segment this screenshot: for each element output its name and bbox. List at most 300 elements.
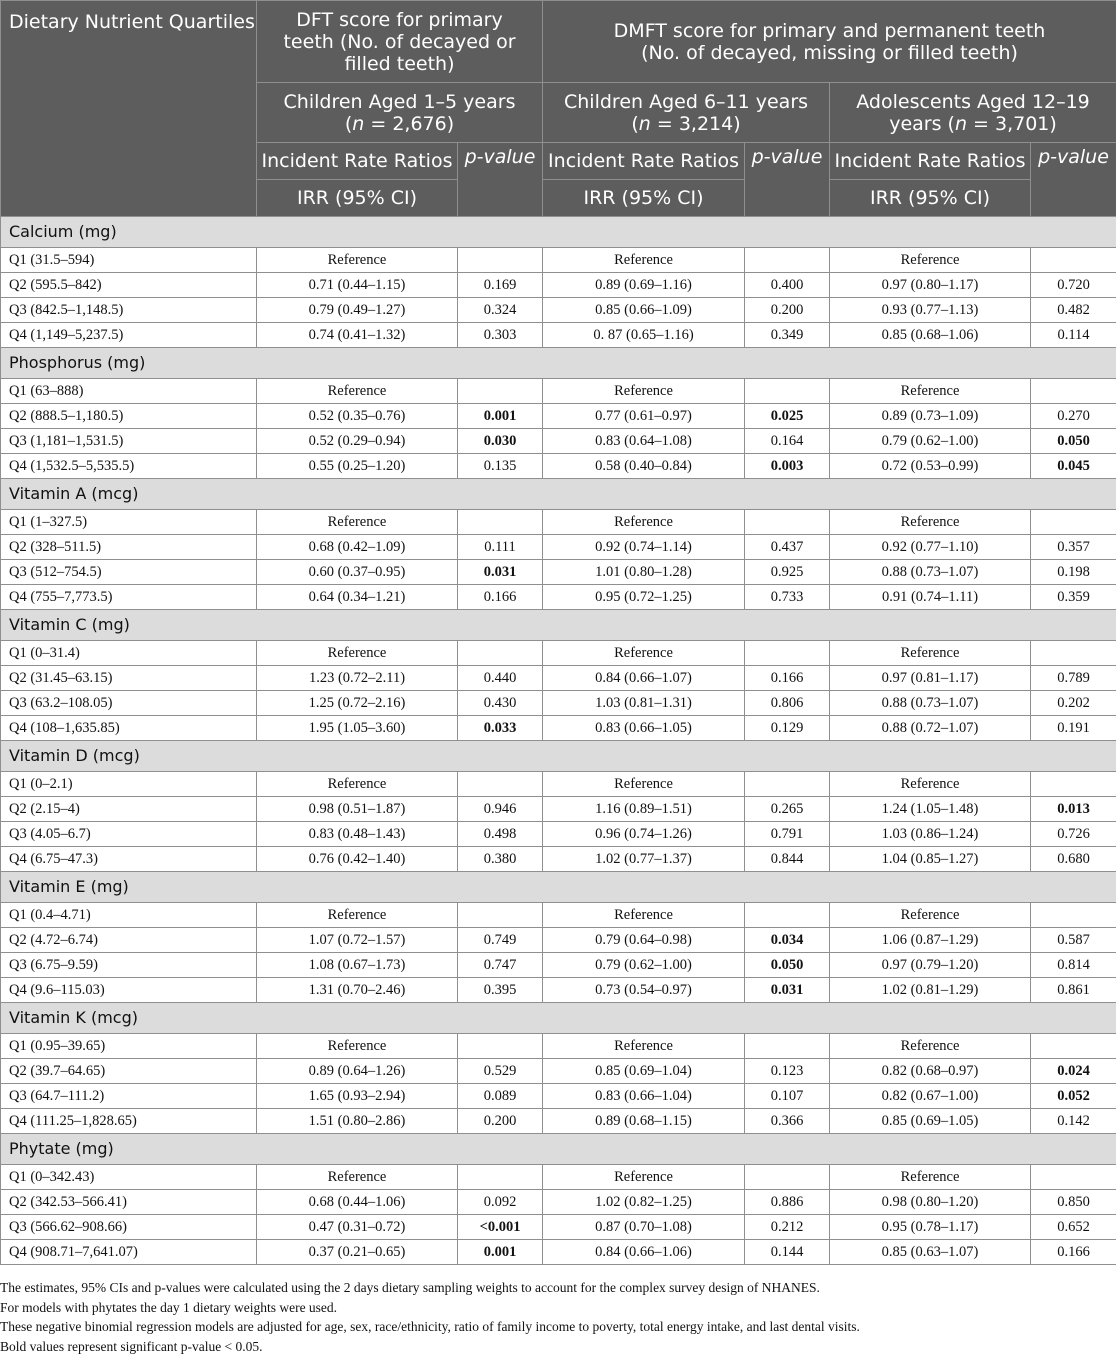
pvalue-cell [1031, 379, 1116, 404]
cohort-name: Children Aged 6–11 years [564, 91, 808, 113]
quartile-cell: Q3 (512–754.5) [1, 560, 257, 585]
irr-cell: 0.84 (0.66–1.07) [543, 666, 745, 691]
pvalue-cell: 0.440 [458, 666, 543, 691]
table-row [1, 1059, 1116, 1084]
irr-cell: 1.16 (0.89–1.51) [543, 797, 745, 822]
quartile-cell: Q1 (0.4–4.71) [1, 903, 257, 928]
pvalue-cell: 0.025 [745, 404, 830, 429]
table-row [1, 797, 1116, 822]
quartile-cell: Q2 (595.5–842) [1, 273, 257, 298]
pvalue-cell: 0.129 [745, 716, 830, 741]
section-title: Vitamin K (mcg) [1, 1003, 1116, 1034]
pvalue-cell: 0.324 [458, 298, 543, 323]
pvalue-cell: 0.034 [745, 928, 830, 953]
pvalue-cell: 0.107 [745, 1084, 830, 1109]
irr-cell: 0.85 (0.69–1.05) [830, 1109, 1031, 1134]
irr-cell: 0. 87 (0.65–1.16) [543, 323, 745, 348]
pvalue-cell: 0.925 [745, 560, 830, 585]
quartile-cell: Q4 (1,149–5,237.5) [1, 323, 257, 348]
irr-cell: Reference [830, 510, 1031, 535]
pvalue-cell: 0.031 [745, 978, 830, 1003]
pvalue-cell: 0.045 [1031, 454, 1116, 479]
irr-cell: 1.31 (0.70–2.46) [257, 978, 458, 1003]
pvalue-cell: 0.200 [458, 1109, 543, 1134]
pvalue-cell: 0.789 [1031, 666, 1116, 691]
irr-cell: Reference [257, 379, 458, 404]
pvalue-cell [745, 248, 830, 273]
footnote: Bold values represent significant p-value < 0.05. [0, 1337, 1116, 1356]
pvalue-cell [745, 510, 830, 535]
irr-cell: 0.97 (0.81–1.17) [830, 666, 1031, 691]
irr-cell: Reference [257, 1034, 458, 1059]
irr-cell: 1.23 (0.72–2.11) [257, 666, 458, 691]
irr-cell: 0.58 (0.40–0.84) [543, 454, 745, 479]
pvalue-cell [745, 1034, 830, 1059]
table-row [1, 1165, 1116, 1190]
table-row [1, 1215, 1116, 1240]
pvalue-cell [745, 641, 830, 666]
pvalue-cell: 0.050 [1031, 429, 1116, 454]
pvalue-cell [458, 379, 543, 404]
irr-cell: 0.88 (0.72–1.07) [830, 716, 1031, 741]
section-row [1, 348, 1116, 379]
table-row [1, 903, 1116, 928]
table-row [1, 691, 1116, 716]
quartile-cell: Q2 (4.72–6.74) [1, 928, 257, 953]
pvalue-cell: 0.861 [1031, 978, 1116, 1003]
quartile-cell: Q3 (1,181–1,531.5) [1, 429, 257, 454]
cohort-header-3: Adolescents Aged 12–19 years (n = 3,701) [830, 83, 1116, 143]
quartile-cell: Q1 (0–342.43) [1, 1165, 257, 1190]
pvalue-cell: 0.395 [458, 978, 543, 1003]
irr-cell: 0.79 (0.62–1.00) [830, 429, 1031, 454]
pvalue-cell: 0.123 [745, 1059, 830, 1084]
irr-cell: 1.65 (0.93–2.94) [257, 1084, 458, 1109]
pvalue-cell: 0.050 [745, 953, 830, 978]
pvalue-cell [1031, 903, 1116, 928]
table-row [1, 298, 1116, 323]
irr-cell: 1.03 (0.86–1.24) [830, 822, 1031, 847]
irr-cell: 0.83 (0.64–1.08) [543, 429, 745, 454]
table-row [1, 772, 1116, 797]
footnote: These negative binomial regression models are adjusted for age, sex, race/ethnicity, ratio of family income to poverty, total energy intake, and last dental visits. [0, 1317, 1116, 1337]
pvalue-cell: 0.169 [458, 273, 543, 298]
pvalue-cell: 0.814 [1031, 953, 1116, 978]
n-label: n [352, 113, 364, 135]
table-row [1, 379, 1116, 404]
irr-cell: 0.79 (0.64–0.98) [543, 928, 745, 953]
irr-cell: Reference [257, 248, 458, 273]
irr-cell: 0.89 (0.64–1.26) [257, 1059, 458, 1084]
quartile-cell: Q1 (0–31.4) [1, 641, 257, 666]
quartile-cell: Q4 (9.6–115.03) [1, 978, 257, 1003]
irr-cell: 0.83 (0.66–1.04) [543, 1084, 745, 1109]
irr-cell: 1.03 (0.81–1.31) [543, 691, 745, 716]
pvalue-cell: 0.003 [745, 454, 830, 479]
table-row [1, 535, 1116, 560]
quartile-cell: Q3 (64.7–111.2) [1, 1084, 257, 1109]
section-row [1, 479, 1116, 510]
irr-cell: 0.37 (0.21–0.65) [257, 1240, 458, 1265]
irr-cell: 0.60 (0.37–0.95) [257, 560, 458, 585]
pvalue-cell: 0.202 [1031, 691, 1116, 716]
table-row [1, 1084, 1116, 1109]
pvalue-cell: 0.166 [458, 585, 543, 610]
quartile-cell: Q3 (4.05–6.7) [1, 822, 257, 847]
irr-cell: 1.02 (0.77–1.37) [543, 847, 745, 872]
pvalue-cell: 0.430 [458, 691, 543, 716]
irr-cell: 0.93 (0.77–1.13) [830, 298, 1031, 323]
pvalue-cell: 0.031 [458, 560, 543, 585]
irr-cell: Reference [257, 903, 458, 928]
pvalue-cell: 0.114 [1031, 323, 1116, 348]
quartile-cell: Q1 (1–327.5) [1, 510, 257, 535]
corner-header: Dietary Nutrient Quartiles [1, 1, 257, 217]
quartile-cell: Q2 (2.15–4) [1, 797, 257, 822]
table-row [1, 1034, 1116, 1059]
quartile-cell: Q2 (328–511.5) [1, 535, 257, 560]
quartile-cell: Q1 (0.95–39.65) [1, 1034, 257, 1059]
pvalue-cell: 0.166 [1031, 1240, 1116, 1265]
pvalue-header: p-value [1031, 143, 1116, 217]
irr-cell: Reference [830, 1165, 1031, 1190]
quartile-cell: Q4 (6.75–47.3) [1, 847, 257, 872]
table-row [1, 273, 1116, 298]
pvalue-cell: 0.052 [1031, 1084, 1116, 1109]
pvalue-cell: 0.850 [1031, 1190, 1116, 1215]
pvalue-cell: 0.733 [745, 585, 830, 610]
section-title: Vitamin D (mcg) [1, 741, 1116, 772]
pvalue-cell: 0.587 [1031, 928, 1116, 953]
quartile-cell: Q3 (842.5–1,148.5) [1, 298, 257, 323]
irr-cell: 0.97 (0.79–1.20) [830, 953, 1031, 978]
quartile-cell: Q4 (755–7,773.5) [1, 585, 257, 610]
pvalue-cell: 0.089 [458, 1084, 543, 1109]
irr-cell: 0.71 (0.44–1.15) [257, 273, 458, 298]
irr-cell: 1.25 (0.72–2.16) [257, 691, 458, 716]
irr-cell: Reference [257, 510, 458, 535]
pvalue-cell: 0.135 [458, 454, 543, 479]
irr-cell: 0.92 (0.74–1.14) [543, 535, 745, 560]
table-row [1, 666, 1116, 691]
irr-cell: Reference [830, 772, 1031, 797]
pvalue-cell: 0.001 [458, 404, 543, 429]
quartile-cell: Q4 (908.71–7,641.07) [1, 1240, 257, 1265]
quartile-cell: Q1 (31.5–594) [1, 248, 257, 273]
cohort-header-1: Children Aged 1–5 years (n = 2,676) [257, 83, 543, 143]
pvalue-cell: 0.498 [458, 822, 543, 847]
irr-cell: 0.85 (0.68–1.06) [830, 323, 1031, 348]
quartile-cell: Q4 (111.25–1,828.65) [1, 1109, 257, 1134]
pvalue-cell [1031, 772, 1116, 797]
irr-cell: 0.88 (0.73–1.07) [830, 691, 1031, 716]
quartile-cell: Q2 (342.53–566.41) [1, 1190, 257, 1215]
n-value: = 2,676) [364, 113, 454, 135]
irr-cell: 0.82 (0.67–1.00) [830, 1084, 1031, 1109]
pvalue-cell: 0.791 [745, 822, 830, 847]
table-row [1, 510, 1116, 535]
pvalue-cell: 0.529 [458, 1059, 543, 1084]
section-title: Vitamin E (mg) [1, 872, 1116, 903]
pvalue-cell: 0.265 [745, 797, 830, 822]
pvalue-cell [1031, 510, 1116, 535]
irr-cell: 0.74 (0.41–1.32) [257, 323, 458, 348]
section-title: Phosphorus (mg) [1, 348, 1116, 379]
irr-cell: 0.68 (0.42–1.09) [257, 535, 458, 560]
pvalue-cell: 0.144 [745, 1240, 830, 1265]
quartile-cell: Q3 (566.62–908.66) [1, 1215, 257, 1240]
irr-cell: 0.92 (0.77–1.10) [830, 535, 1031, 560]
cohort-name: Adolescents Aged 12–19 years [856, 91, 1089, 135]
irr-cell: 0.47 (0.31–0.72) [257, 1215, 458, 1240]
section-row [1, 741, 1116, 772]
pvalue-cell [458, 1165, 543, 1190]
pvalue-cell: 0.380 [458, 847, 543, 872]
pvalue-cell: 0.166 [745, 666, 830, 691]
footnote: For models with phytates the day 1 dietary weights were used. [0, 1298, 1116, 1318]
pvalue-cell: 0.191 [1031, 716, 1116, 741]
section-title: Vitamin A (mcg) [1, 479, 1116, 510]
pvalue-cell: 0.357 [1031, 535, 1116, 560]
n-value: = 3,701) [967, 113, 1057, 135]
irr-cell: 0.91 (0.74–1.11) [830, 585, 1031, 610]
pvalue-cell [1031, 248, 1116, 273]
irr-cell: 0.52 (0.29–0.94) [257, 429, 458, 454]
irr-cell: Reference [830, 379, 1031, 404]
quartile-cell: Q1 (63–888) [1, 379, 257, 404]
irr-cell: 1.04 (0.85–1.27) [830, 847, 1031, 872]
irr-cell: 0.68 (0.44–1.06) [257, 1190, 458, 1215]
irr-cell: Reference [543, 903, 745, 928]
irr-cell: 1.06 (0.87–1.29) [830, 928, 1031, 953]
group1-header: DFT score for primary teeth (No. of decayed or filled teeth) [257, 1, 543, 83]
pvalue-cell: 0.886 [745, 1190, 830, 1215]
irr-cell: 0.89 (0.68–1.15) [543, 1109, 745, 1134]
irr-cell: 1.24 (1.05–1.48) [830, 797, 1031, 822]
irr-cell: 0.85 (0.66–1.09) [543, 298, 745, 323]
pvalue-cell: 0.303 [458, 323, 543, 348]
irr-cell: 0.97 (0.80–1.17) [830, 273, 1031, 298]
pvalue-cell [745, 379, 830, 404]
irr-cell: 0.76 (0.42–1.40) [257, 847, 458, 872]
n-label: n [639, 113, 651, 135]
quartile-cell: Q4 (1,532.5–5,535.5) [1, 454, 257, 479]
irr-header: Incident Rate Ratios [257, 143, 458, 180]
pvalue-cell: 0.437 [745, 535, 830, 560]
irr-cell: Reference [543, 772, 745, 797]
quartile-cell: Q2 (888.5–1,180.5) [1, 404, 257, 429]
pvalue-cell [1031, 1034, 1116, 1059]
table-row [1, 248, 1116, 273]
pvalue-cell: 0.092 [458, 1190, 543, 1215]
footnotes [0, 1278, 1116, 1356]
irr-cell: Reference [543, 641, 745, 666]
pvalue-cell: 0.024 [1031, 1059, 1116, 1084]
pvalue-cell: 0.680 [1031, 847, 1116, 872]
pvalue-cell: 0.720 [1031, 273, 1116, 298]
pvalue-cell [1031, 1165, 1116, 1190]
irr-cell: 0.73 (0.54–0.97) [543, 978, 745, 1003]
pvalue-cell [745, 1165, 830, 1190]
irr-cell: 0.96 (0.74–1.26) [543, 822, 745, 847]
pvalue-cell: 0.030 [458, 429, 543, 454]
irr-cell: 0.55 (0.25–1.20) [257, 454, 458, 479]
table-row [1, 847, 1116, 872]
irr-cell: 0.64 (0.34–1.21) [257, 585, 458, 610]
quartile-cell: Q2 (39.7–64.65) [1, 1059, 257, 1084]
irr-cell: 0.89 (0.73–1.09) [830, 404, 1031, 429]
pvalue-cell: <0.001 [458, 1215, 543, 1240]
pvalue-cell: 0.212 [745, 1215, 830, 1240]
table-row [1, 716, 1116, 741]
irr-cell: 0.83 (0.66–1.05) [543, 716, 745, 741]
irr-cell: 0.72 (0.53–0.99) [830, 454, 1031, 479]
irr-cell: 1.02 (0.82–1.25) [543, 1190, 745, 1215]
pvalue-cell: 0.844 [745, 847, 830, 872]
pvalue-cell [458, 641, 543, 666]
irr-cell: Reference [830, 248, 1031, 273]
table-row [1, 978, 1116, 1003]
footnote: The estimates, 95% CIs and p-values were calculated using the 2 days dietary sampling weights to account for the complex survey design of NHANES. [0, 1278, 1116, 1298]
pvalue-cell: 0.001 [458, 1240, 543, 1265]
pvalue-cell [458, 1034, 543, 1059]
table-row [1, 928, 1116, 953]
irr-cell: 0.77 (0.61–0.97) [543, 404, 745, 429]
irr-cell: Reference [543, 379, 745, 404]
n-label: n [955, 113, 967, 135]
pvalue-cell: 0.652 [1031, 1215, 1116, 1240]
pvalue-cell: 0.111 [458, 535, 543, 560]
pvalue-cell: 0.946 [458, 797, 543, 822]
irr-cell: 1.02 (0.81–1.29) [830, 978, 1031, 1003]
irr-cell: 1.08 (0.67–1.73) [257, 953, 458, 978]
table-row [1, 429, 1116, 454]
quartile-cell: Q3 (63.2–108.05) [1, 691, 257, 716]
table-row [1, 323, 1116, 348]
section-title: Calcium (mg) [1, 217, 1116, 248]
pvalue-cell: 0.366 [745, 1109, 830, 1134]
pvalue-cell: 0.349 [745, 323, 830, 348]
table-body [1, 217, 1116, 1265]
irr-cell: 0.87 (0.70–1.08) [543, 1215, 745, 1240]
quartile-cell: Q4 (108–1,635.85) [1, 716, 257, 741]
irr-cell: Reference [257, 1165, 458, 1190]
section-row [1, 610, 1116, 641]
pvalue-cell: 0.033 [458, 716, 543, 741]
irr-cell: Reference [543, 510, 745, 535]
quartile-cell: Q2 (31.45–63.15) [1, 666, 257, 691]
quartile-cell: Q3 (6.75–9.59) [1, 953, 257, 978]
irr-cell: 0.82 (0.68–0.97) [830, 1059, 1031, 1084]
irr-cell: 0.98 (0.80–1.20) [830, 1190, 1031, 1215]
irr-cell: 0.84 (0.66–1.06) [543, 1240, 745, 1265]
pvalue-cell [745, 772, 830, 797]
pvalue-cell [458, 903, 543, 928]
table-row [1, 953, 1116, 978]
pvalue-cell: 0.359 [1031, 585, 1116, 610]
irr-ci-header: IRR (95% CI) [830, 180, 1031, 217]
section-row [1, 1134, 1116, 1165]
pvalue-header: p-value [745, 143, 830, 217]
pvalue-cell [745, 903, 830, 928]
irr-cell: 0.85 (0.63–1.07) [830, 1240, 1031, 1265]
pvalue-cell: 0.142 [1031, 1109, 1116, 1134]
pvalue-cell [1031, 641, 1116, 666]
pvalue-cell: 0.270 [1031, 404, 1116, 429]
pvalue-cell: 0.164 [745, 429, 830, 454]
irr-cell: 0.52 (0.35–0.76) [257, 404, 458, 429]
pvalue-cell: 0.806 [745, 691, 830, 716]
section-row [1, 1003, 1116, 1034]
pvalue-cell [458, 510, 543, 535]
pvalue-cell: 0.198 [1031, 560, 1116, 585]
cohort-header-2: Children Aged 6–11 years (n = 3,214) [543, 83, 830, 143]
section-title: Phytate (mg) [1, 1134, 1116, 1165]
quartile-cell: Q1 (0–2.1) [1, 772, 257, 797]
table-row [1, 1240, 1116, 1265]
irr-cell: Reference [830, 641, 1031, 666]
irr-cell: Reference [257, 641, 458, 666]
pvalue-header: p-value [458, 143, 543, 217]
pvalue-cell: 0.482 [1031, 298, 1116, 323]
group2-header: DMFT score for primary and permanent teeth (No. of decayed, missing or filled teeth) [543, 1, 1116, 83]
pvalue-cell [458, 772, 543, 797]
irr-cell: Reference [543, 248, 745, 273]
irr-cell: Reference [543, 1034, 745, 1059]
section-row [1, 217, 1116, 248]
n-value: = 3,214) [651, 113, 741, 135]
irr-ci-header: IRR (95% CI) [543, 180, 745, 217]
irr-cell: 0.83 (0.48–1.43) [257, 822, 458, 847]
irr-cell: 0.89 (0.69–1.16) [543, 273, 745, 298]
table-row [1, 560, 1116, 585]
pvalue-cell: 0.200 [745, 298, 830, 323]
table-row [1, 404, 1116, 429]
irr-cell: 0.79 (0.62–1.00) [543, 953, 745, 978]
irr-cell: Reference [543, 1165, 745, 1190]
irr-cell: 1.51 (0.80–2.86) [257, 1109, 458, 1134]
table-row [1, 1190, 1116, 1215]
section-row [1, 872, 1116, 903]
irr-cell: 1.01 (0.80–1.28) [543, 560, 745, 585]
section-title: Vitamin C (mg) [1, 610, 1116, 641]
pvalue-cell: 0.726 [1031, 822, 1116, 847]
irr-header: Incident Rate Ratios [830, 143, 1031, 180]
pvalue-cell: 0.747 [458, 953, 543, 978]
irr-cell: 0.88 (0.73–1.07) [830, 560, 1031, 585]
pvalue-cell: 0.749 [458, 928, 543, 953]
pvalue-cell: 0.013 [1031, 797, 1116, 822]
irr-cell: Reference [830, 1034, 1031, 1059]
pvalue-cell [458, 248, 543, 273]
irr-cell: 1.07 (0.72–1.57) [257, 928, 458, 953]
cohort-name: Children Aged 1–5 years [284, 91, 516, 113]
irr-cell: 0.95 (0.78–1.17) [830, 1215, 1031, 1240]
pvalue-cell: 0.400 [745, 273, 830, 298]
table-row [1, 1109, 1116, 1134]
irr-ci-header: IRR (95% CI) [257, 180, 458, 217]
irr-cell: Reference [830, 903, 1031, 928]
irr-cell: 0.98 (0.51–1.87) [257, 797, 458, 822]
irr-header: Incident Rate Ratios [543, 143, 745, 180]
irr-cell: 1.95 (1.05–3.60) [257, 716, 458, 741]
table-row [1, 822, 1116, 847]
irr-cell: 0.79 (0.49–1.27) [257, 298, 458, 323]
table-row [1, 641, 1116, 666]
irr-cell: Reference [257, 772, 458, 797]
table-header [1, 1, 1116, 217]
table-row [1, 585, 1116, 610]
